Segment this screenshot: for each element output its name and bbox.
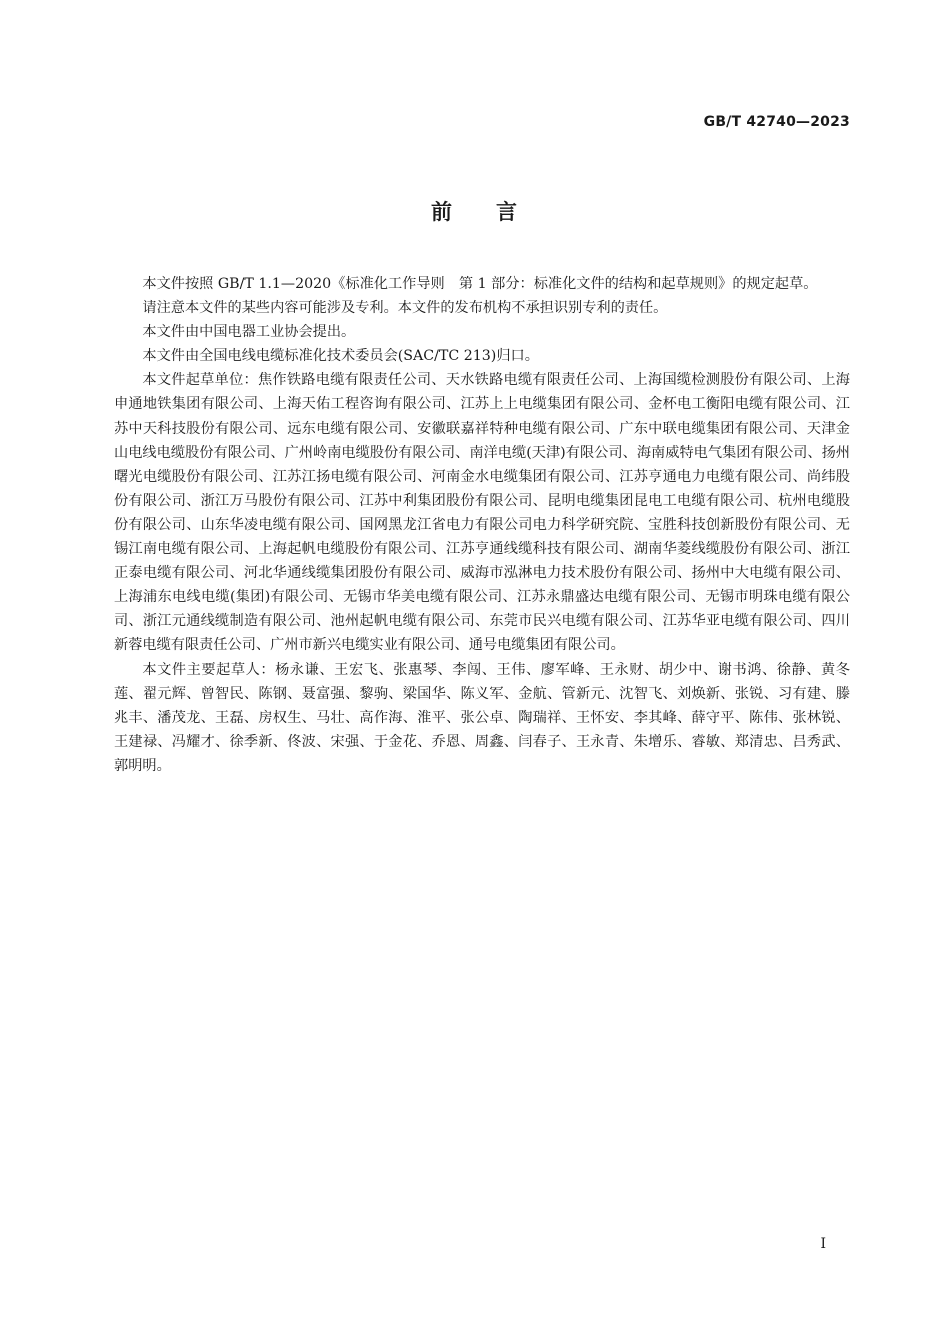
paragraph-proposer: 本文件由中国电器工业协会提出。	[142, 324, 356, 341]
standard-code: GB/T 42740—2023	[703, 114, 850, 130]
paragraph-drafting-rules: 本文件按照 GB/T 1.1—2020《标准化工作导则 第 1 部分：标准化文件的结构和起草规则》的规定起草。	[142, 276, 818, 292]
paragraph-committee: 本文件由全国电线电缆标准化技术委员会(SAC/TC 213)归口。	[142, 348, 539, 365]
foreword-body	[114, 272, 850, 778]
paragraph-drafting-units: 本文件起草单位：焦作铁路电缆有限责任公司、天水铁路电缆有限责任公司、上海国缆检测股份有限公司、上海申通地铁集团有限公司、上海天佑工程咨询有限公司、江苏上上电缆集团有限公司、金杯电工衡阳电缆有限公司、江苏中天科技股份有限公司、远东电缆有限公司、安徽联嘉祥特种电缆有限公司、广东中联电缆集团有限公司、天津金山电线电缆股份有限公司、广州岭南电缆股份有限公司、南洋电缆(天津)有限公司、海南威特电气集团有限公司、扬州曙光电缆股份有限公司、江苏江扬电缆有限公司、河南金水电缆集团有限公司、江苏亨通电力电缆有限公司、尚纬股份有限公司、浙江万马股份有限公司、江苏中利集团股份有限公司、昆明电缆集团昆电工电缆有限公司、杭州电缆股份有限公司、山东华凌电缆有限公司、国网黑龙江省电力有限公司电力科学研究院、宝胜科技创新股份有限公司、无锡江南电缆有限公司、上海起帆电缆股份有限公司、江苏亨通线缆科技有限公司、湖南华菱线缆股份有限公司、浙江正泰电缆有限公司、河北华通线缆集团股份有限公司、威海市泓淋电力技术股份有限公司、扬州中大电缆有限公司、上海浦东电线电缆(集团)有限公司、无锡市华美电缆有限公司、江苏永鼎盛达电缆有限公司、无锡市明珠电缆有限公司、浙江元通线缆制造有限公司、池州起帆电缆有限公司、东莞市民兴电缆有限公司、江苏华亚电缆有限公司、四川新蓉电缆有限责任公司、广州市新兴电缆实业有限公司、通号电缆集团有限公司。	[114, 372, 850, 654]
page-number: I	[820, 1236, 826, 1252]
page-title-char-2: 言	[496, 200, 519, 224]
page-title-char-1: 前	[431, 200, 454, 224]
paragraph-patent-notice: 请注意本文件的某些内容可能涉及专利。本文件的发布机构不承担识别专利的责任。	[142, 300, 668, 317]
paragraph-drafters: 本文件主要起草人：杨永谦、王宏飞、张惠琴、李闯、王伟、廖军峰、王永财、胡少中、谢书鸿、徐静、黄冬莲、翟元辉、曾智民、陈钢、聂富强、黎驹、梁国华、陈义军、金航、管新元、沈智飞、刘焕新、张锐、习有建、滕兆丰、潘茂龙、王磊、房权生、马壮、高作海、淮平、张公卓、陶瑞祥、王怀安、李其峰、薛守平、陈伟、张林锐、王建禄、冯耀才、徐季新、佟波、宋强、于金花、乔恩、周鑫、闫春子、王永青、朱增乐、睿敏、郑清忠、吕秀武、郭明明。	[114, 661, 850, 774]
page-title	[0, 196, 950, 226]
